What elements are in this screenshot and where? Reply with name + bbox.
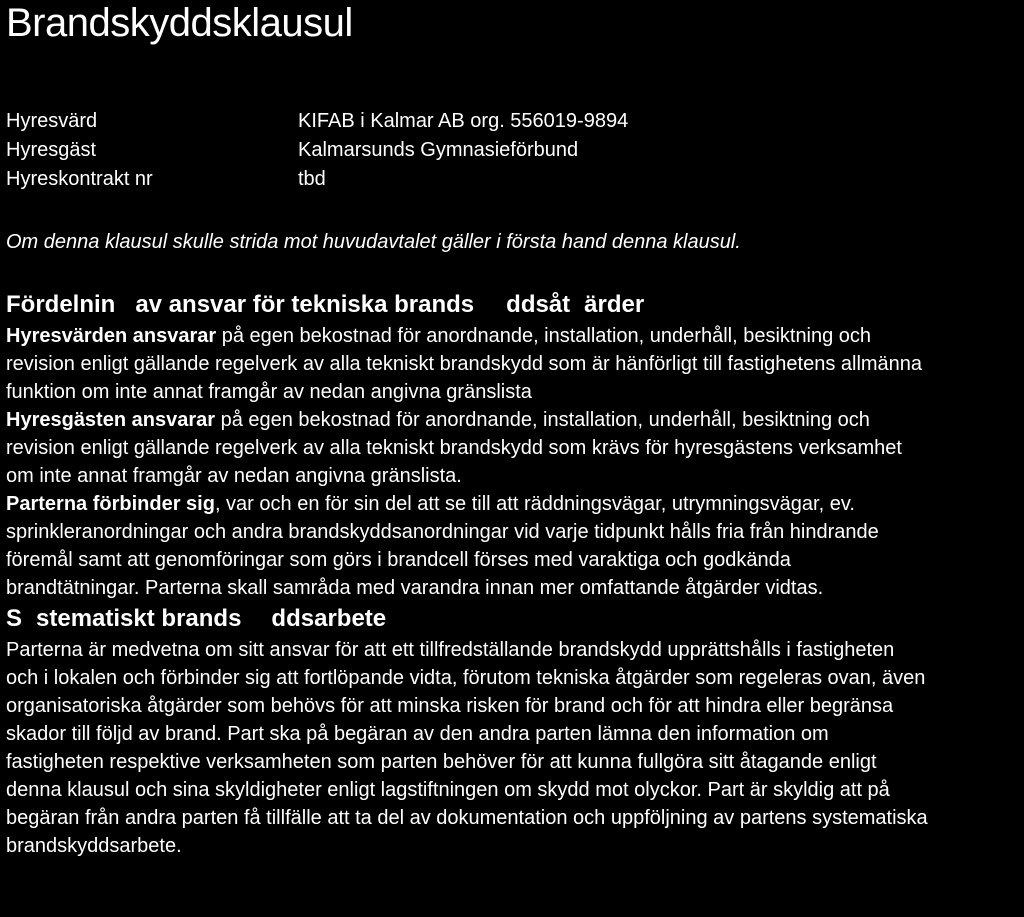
- tenant-value: Kalmarsunds Gymnasieförbund: [298, 139, 579, 161]
- parties-commitment-label: Parterna förbinder sig: [6, 493, 215, 515]
- paragraph-line: funktion om inte annat framgår av nedan angivna gränslista: [6, 381, 532, 403]
- tenant-label: Hyresgäst: [6, 139, 97, 161]
- landlord-value: KIFAB i Kalmar AB org. 556019-9894: [298, 110, 629, 132]
- heading-part: Fördelnin: [6, 291, 116, 318]
- tenant-row: [6, 136, 628, 165]
- paragraph-line: brandtätningar. Parterna skall samråda med varandra innan mer omfattande åtgärder vidtas.: [6, 577, 824, 599]
- tenant-responsibility-label: Hyresgästen ansvarar: [6, 409, 216, 431]
- heading-part: S: [6, 605, 23, 632]
- paragraph-line: Hyresvärden ansvarar på egen bekostnad för anordnande, installation, underhåll, besiktning och: [6, 325, 872, 347]
- section-heading-responsibility: [6, 288, 1020, 322]
- paragraph-line: denna klausul och sina skyldigheter enligt lagstiftningen om skydd mot olyckor. Part är skyldig att på: [6, 779, 890, 801]
- heading-part: av ansvar för tekniska brands: [135, 291, 475, 318]
- heading-part: ärder: [584, 291, 645, 318]
- heading-part: stematiskt brands: [36, 605, 242, 632]
- precedence-note: Om denna klausul skulle strida mot huvudavtalet gäller i första hand denna klausul.: [6, 231, 741, 253]
- contract-number-value: tbd: [298, 168, 326, 190]
- contract-details: [6, 107, 628, 194]
- clause-body: [6, 288, 1020, 860]
- heading-part: ddsarbete: [271, 605, 387, 632]
- landlord-row: [6, 107, 628, 136]
- tenant-responsibility-paragraph: [6, 406, 1020, 490]
- contract-number-label: Hyreskontrakt nr: [6, 168, 153, 190]
- paragraph-line: revision enligt gällande regelverk av alla tekniskt brandskydd som är hänförligt till fastighetens allmänna: [6, 353, 923, 375]
- landlord-label: Hyresvärd: [6, 110, 98, 132]
- paragraph-line: Parterna är medvetna om sitt ansvar för att ett tillfredställande brandskydd upprättshålls i fastigheten: [6, 639, 895, 661]
- paragraph-line: föremål samt att genomföringar som görs i brandcell förses med varaktiga och godkända: [6, 549, 791, 571]
- paragraph-line: organisatoriska åtgärder som behövs för att minska risken för brand och för att hindra eller begränsa: [6, 695, 894, 717]
- systematic-work-paragraph: [6, 636, 1020, 860]
- paragraph-line: brandskyddsarbete.: [6, 835, 182, 857]
- contract-number-row: [6, 165, 628, 194]
- landlord-responsibility-paragraph: [6, 322, 1020, 406]
- paragraph-line: Parterna förbinder sig, var och en för sin del att se till att räddningsvägar, utrymningsvägar, ev.: [6, 493, 855, 515]
- paragraph-line: begäran från andra parten få tillfälle att ta del av dokumentation och uppföljning av partens systematiska: [6, 807, 928, 829]
- document-title: Brandskyddsklausul: [6, 1, 353, 45]
- paragraph-line: och i lokalen och förbinder sig att fortlöpande vidta, förutom tekniska åtgärder som regeleras ovan, även: [6, 667, 926, 689]
- paragraph-line: Hyresgästen ansvarar på egen bekostnad för anordnande, installation, underhåll, besiktning och: [6, 409, 870, 431]
- paragraph-line: revision enligt gällande regelverk av alla tekniskt brandskydd som krävs för hyresgästens verksamhet: [6, 437, 902, 459]
- landlord-responsibility-label: Hyresvärden ansvarar: [6, 325, 217, 347]
- parties-commitment-paragraph: [6, 490, 1020, 602]
- paragraph-line: fastigheten respektive verksamheten som parten behöver för att kunna fullgöra sitt åtagande enligt: [6, 751, 877, 773]
- section-heading-systematic: [6, 602, 1020, 636]
- paragraph-line: skador till följd av brand. Part ska på begäran av den andra parten lämna den information om: [6, 723, 829, 745]
- paragraph-line: sprinkleranordningar och andra brandskyddsanordningar vid varje tidpunkt hålls fria från hindrande: [6, 521, 879, 543]
- heading-part: ddsåt: [506, 291, 571, 318]
- paragraph-line: om inte annat framgår av nedan angivna gränslista.: [6, 465, 462, 487]
